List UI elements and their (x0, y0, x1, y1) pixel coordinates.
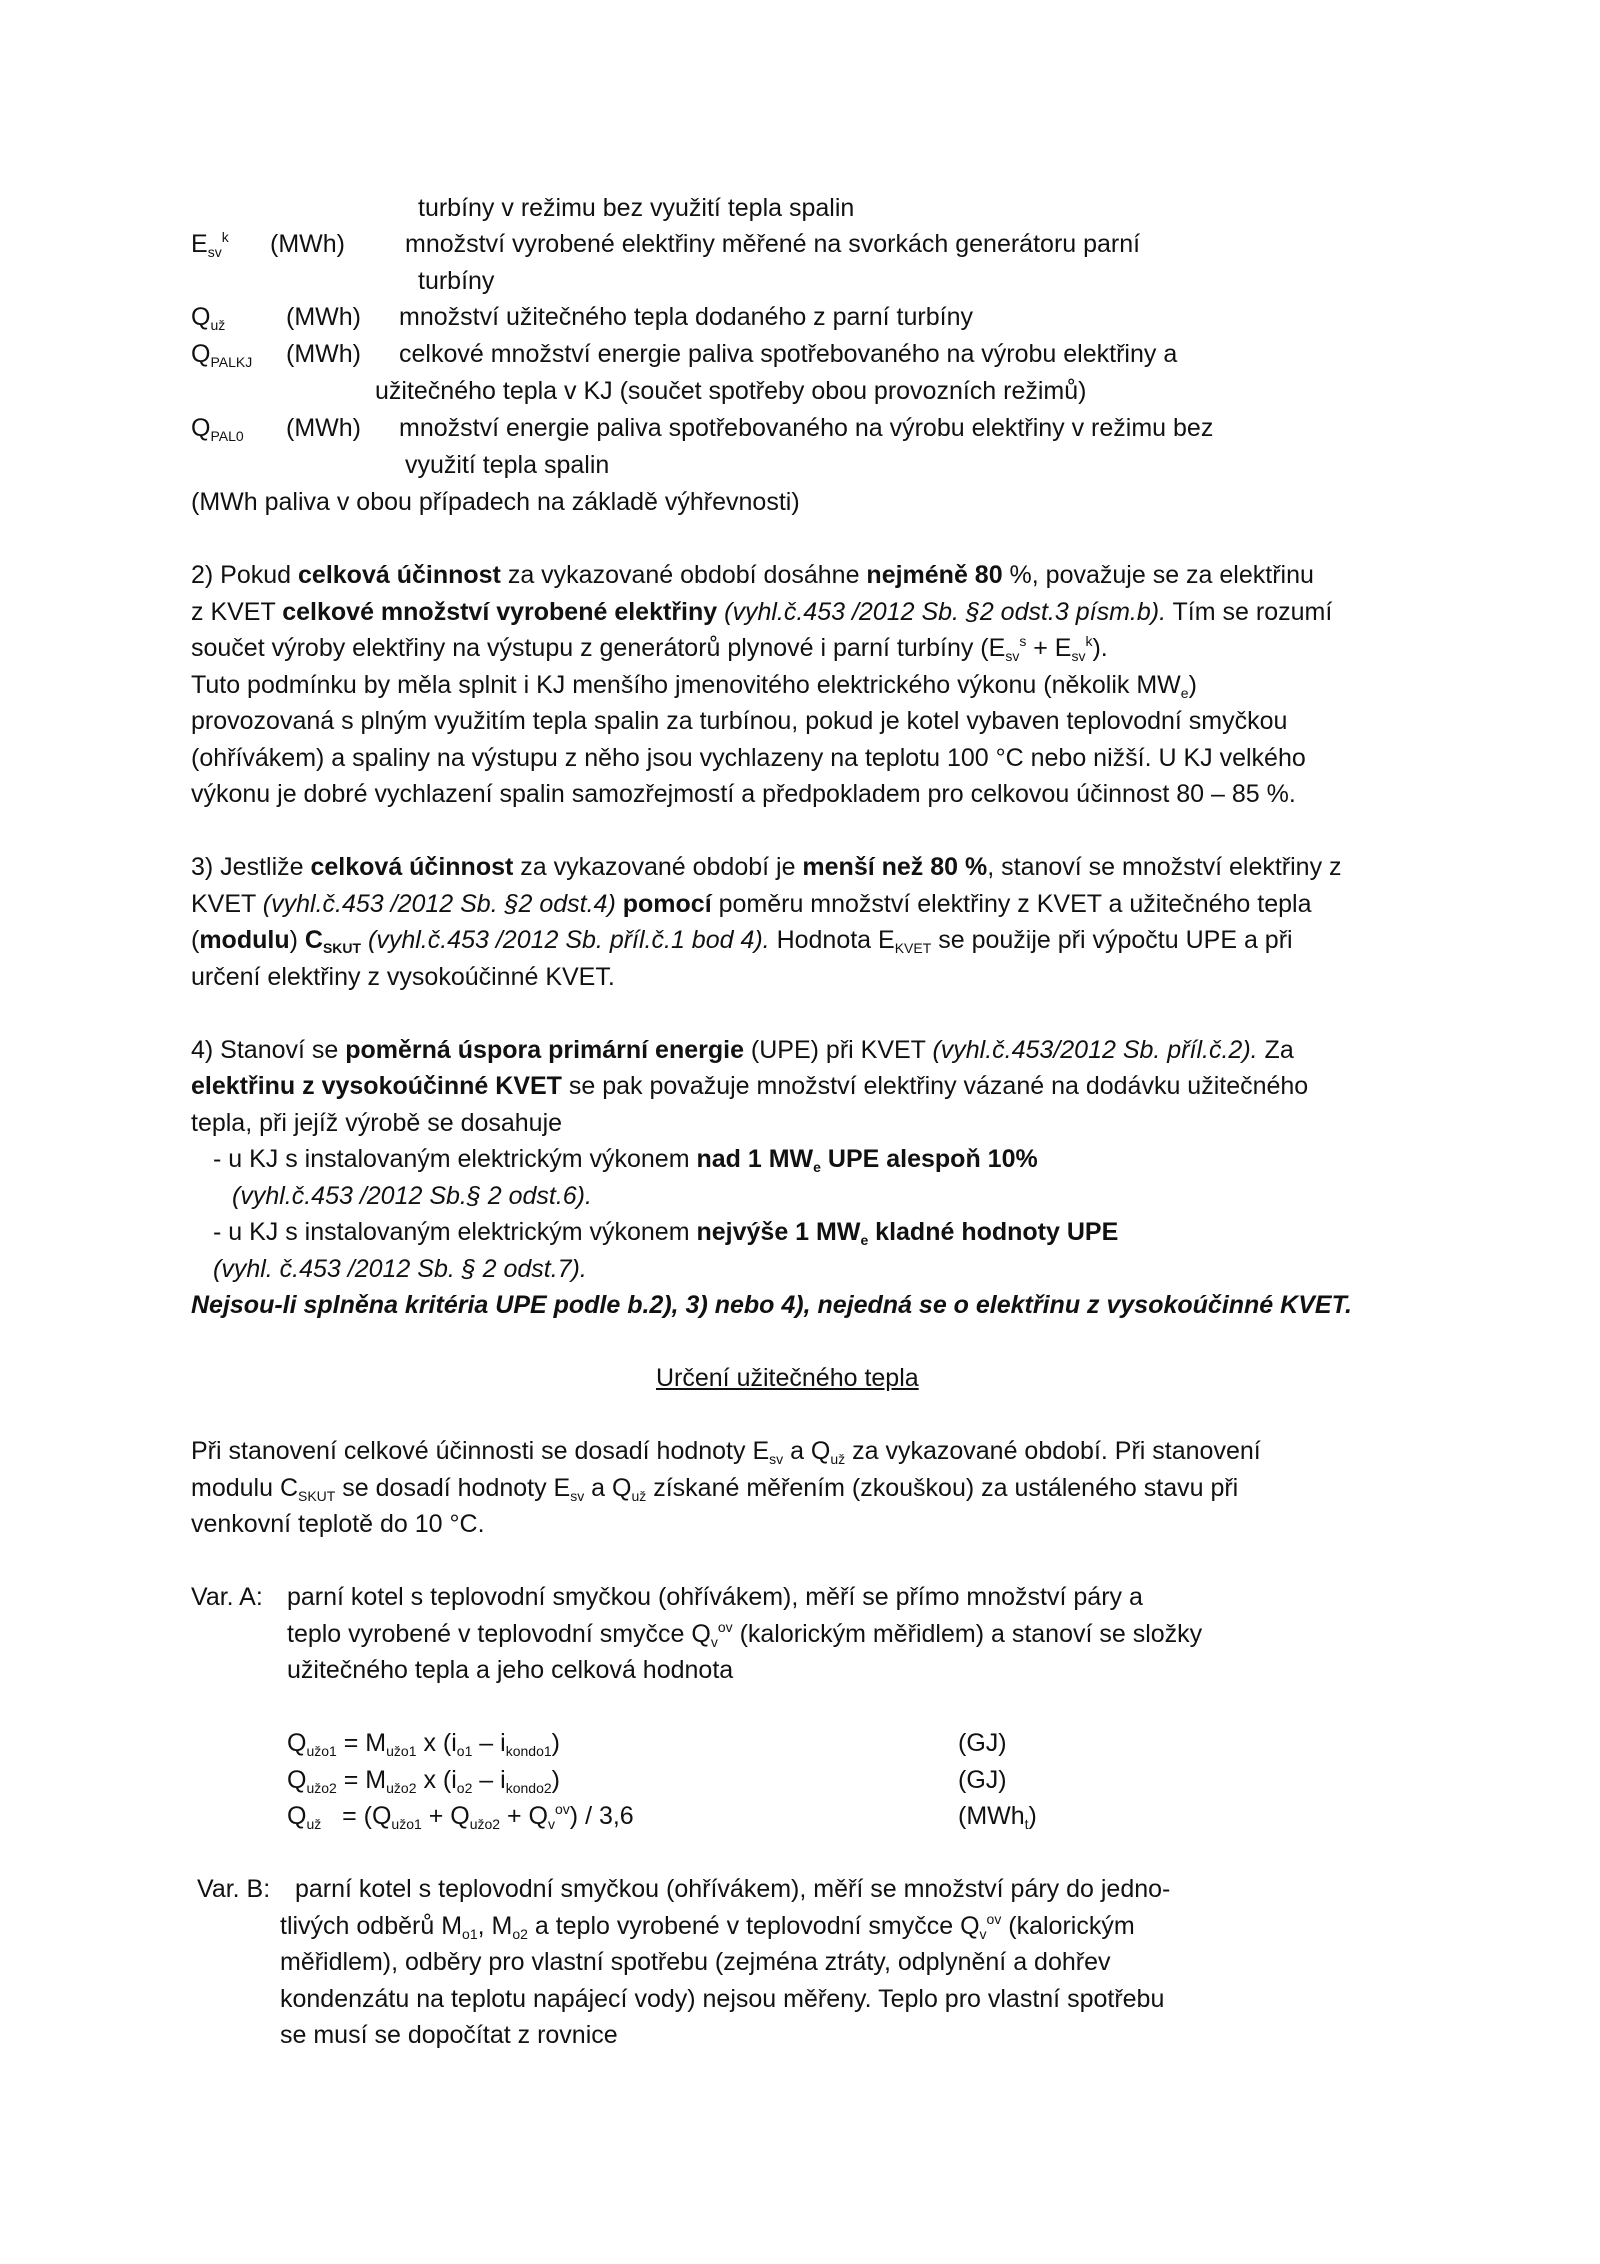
varB-line1: parní kotel s teplovodní smyčkou (ohřívákem), měří se množství páry do jedno- (295, 1875, 1171, 1903)
equation-1-unit: (GJ) (958, 1729, 1007, 1757)
definition-text: turbíny (418, 267, 495, 295)
varB-label: Var. B: (197, 1875, 271, 1903)
definition-text: využití tepla spalin (405, 451, 610, 479)
definition-text: celkové množství energie paliva spotřebovaného na výrobu elektřiny a (399, 340, 1178, 368)
symbol-qpal0: $Q_{PAL0}$ (191, 414, 244, 444)
symbol-quz: $Q_{už}$ (191, 303, 226, 333)
equation-2-unit: (GJ) (958, 1766, 1007, 1794)
equation-3-unit: (MWh$_t$) (958, 1802, 1037, 1832)
definitions-note: (MWh paliva v obou případech na základě výhřevnosti) (191, 488, 800, 516)
para3-line4: určení elektřiny z vysokoúčinné KVET. (191, 963, 615, 991)
symbol-qpalkj: $Q_{PALKJ}$ (191, 340, 253, 370)
para4-bullet1-ref: (vyhl.č.453 /2012 Sb.§ 2 odst.6). (232, 1182, 592, 1210)
para3-line2: KVET (vyhl.č.453 /2012 Sb. §2 odst.4) pomocí poměru množství elektřiny z KVET a užitečného tepla (191, 890, 1312, 918)
varA-line3: užitečného tepla a jeho celková hodnota (287, 1656, 734, 1684)
para4-conclusion: Nejsou-li splněna kritéria UPE podle b.2), 3) nebo 4), nejedná se o elektřinu z vysokoúčinné KVET. (191, 1291, 1352, 1319)
unit-mwh: (MWh) (286, 414, 361, 442)
varA-label: Var. A: (191, 1583, 263, 1611)
para5-line2: modulu $C_{SKUT}$ se dosadí hodnoty $E_{sv}$ a $Q_{už}$ získané měřením (zkouškou) za ustáleného stavu při (191, 1474, 1239, 1504)
para2-line3: součet výroby elektřiny na výstupu z generátorů plynové i parní turbíny $(E_{sv}^s + E_{sv}^k)$. (191, 633, 1108, 664)
para4-line1: 4) Stanoví se poměrná úspora primární energie (UPE) při KVET (vyhl.č.453/2012 Sb. příl.č.2). Za (191, 1036, 1294, 1064)
para2-line4: Tuto podmínku by měla splnit i KJ menšího jmenovitého elektrického výkonu (několik $MW_e$) (191, 671, 1197, 701)
para2-line5: provozovaná s plným využitím tepla spalin za turbínou, pokud je kotel vybaven teplovodní smyčkou (191, 707, 1288, 735)
definition-text: množství energie paliva spotřebovaného na výrobu elektřiny v režimu bez (399, 414, 1214, 442)
varB-line4: kondenzátu na teplotu napájecí vody) nejsou měřeny. Teplo pro vlastní spotřebu (280, 1985, 1165, 2013)
para3-line1: 3) Jestliže celková účinnost za vykazované období je menší než 80 %, stanoví se množství elektřiny z (191, 853, 1342, 881)
para2-line7: výkonu je dobré vychlazení spalin samozřejmostí a předpokladem pro celkovou účinnost 80 – 85 %. (191, 780, 1296, 808)
unit-mwh: (MWh) (286, 340, 361, 368)
para4-line3: tepla, při jejíž výrobě se dosahuje (191, 1109, 563, 1137)
para2-line6: (ohřívákem) a spaliny na výstupu z něho jsou vychlazeny na teplotu 100 °C nebo nižší. U KJ velkého (191, 744, 1306, 772)
definition-continuation: turbíny v režimu bez využití tepla spalin (418, 194, 855, 222)
definition-text: užitečného tepla v KJ (součet spotřeby obou provozních režimů) (375, 377, 1087, 405)
para5-line1: Při stanovení celkové účinnosti se dosadí hodnoty $E_{sv}$ a $Q_{už}$ za vykazované období. Při stanovení (191, 1437, 1261, 1467)
section-heading: Určení užitečného tepla (656, 1364, 919, 1392)
varA-line2: teplo vyrobené v teplovodní smyčce $Q_v^{ov}$ (kalorickým měřidlem) a stanoví se složky (287, 1619, 1203, 1650)
equation-2: $Q_{užo2} = M_{užo2}$ x $(i_{o2} - i_{kondo2})$ (287, 1766, 560, 1796)
unit-mwh: (MWh) (270, 230, 345, 258)
definition-text: množství užitečného tepla dodaného z parní turbíny (399, 303, 973, 331)
varB-line3: měřidlem), odběry pro vlastní spotřebu (zejména ztráty, odplynění a dohřev (280, 1948, 1111, 1976)
definition-text: množství vyrobené elektřiny měřené na svorkách generátoru parní (405, 230, 1141, 258)
varA-line1: parní kotel s teplovodní smyčkou (ohřívákem), měří se přímo množství páry a (287, 1583, 1143, 1611)
symbol-esvk: $E_{sv}^k$ (191, 229, 229, 260)
unit-mwh: (MWh) (286, 303, 361, 331)
varB-line5: se musí se dopočítat z rovnice (280, 2021, 618, 2049)
para2-line2: z KVET celkové množství vyrobené elektřiny (vyhl.č.453 /2012 Sb. §2 odst.3 písm.b). Tím se rozumí (191, 598, 1333, 626)
para4-bullet2-ref: (vyhl. č.453 /2012 Sb. § 2 odst.7). (213, 1255, 587, 1283)
equation-1: $Q_{užo1} = M_{užo1}$ x $(i_{o1} - i_{kondo1})$ (287, 1729, 560, 1759)
para2-line1: 2) Pokud celková účinnost za vykazované období dosáhne nejméně 80 %, považuje se za elektřinu (191, 561, 1314, 589)
para5-line3: venkovní teplotě do 10 °C. (191, 1510, 485, 1538)
varB-line2: tlivých odběrů $M_{o1}$, $M_{o2}$ a teplo vyrobené v teplovodní smyčce $Q_v^{ov}$ (kalorickým (280, 1911, 1135, 1942)
para4-line2: elektřinu z vysokoúčinné KVET se pak považuje množství elektřiny vázané na dodávku užitečného (191, 1072, 1309, 1100)
para4-bullet1: - u KJ s instalovaným elektrickým výkonem nad 1 $MW_e$ UPE alespoň 10% (213, 1145, 1038, 1175)
para3-line3: (modulu) $C_{SKUT}$ (vyhl.č.453 /2012 Sb. příl.č.1 bod 4). Hodnota $E_{KVET}$ se použije při výpočtu UPE a při (191, 926, 1293, 956)
equation-3: $Q_{už} = (Q_{užo1} + Q_{užo2} + Q_v^{ov}) / 3,6$ (287, 1801, 634, 1832)
para4-bullet2: - u KJ s instalovaným elektrickým výkonem nejvýše 1 $MW_e$ kladné hodnoty UPE (213, 1218, 1119, 1248)
